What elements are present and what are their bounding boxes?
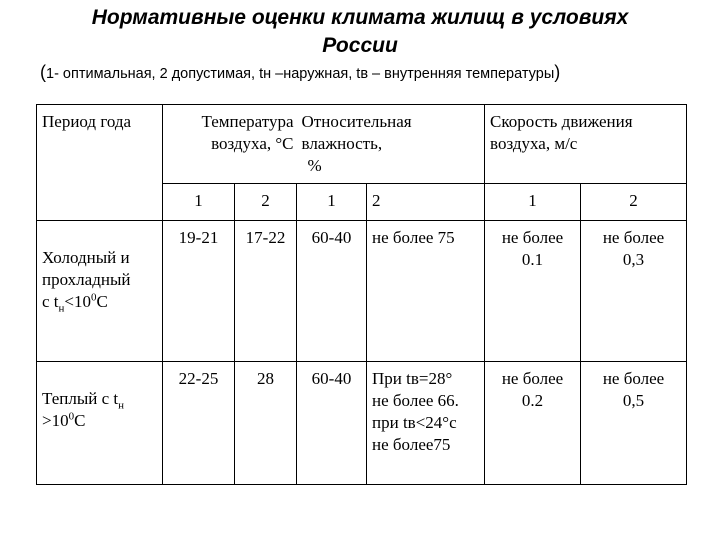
title-line-2: России	[322, 34, 398, 57]
header-humidity-line-2: влажность,	[301, 134, 383, 153]
temp-1-warm: 22-25	[163, 362, 235, 485]
speed-1-warm-line-2: 0.2	[521, 391, 544, 410]
hum-1-warm: 60-40	[297, 362, 367, 485]
hum-2-warm	[367, 362, 485, 485]
header-temperature-line-1: Температура	[201, 112, 294, 131]
speed-1-warm-line-1: не более	[501, 369, 564, 388]
sub-header-temp-1: 1	[163, 184, 235, 221]
period-cold-line-3	[42, 291, 157, 313]
speed-1-cold	[485, 221, 581, 362]
period-cold-sup: 0	[91, 291, 97, 304]
period-cold-line-2: прохладный	[42, 270, 131, 289]
speed-2-cold-line-2: 0,3	[622, 250, 645, 269]
subtitle-text: 1- оптимальная, 2 допустимая, tн –наружная, tв – внутренняя температуры	[46, 66, 555, 82]
climate-norms-table	[36, 104, 687, 485]
period-warm-line-2	[42, 410, 157, 432]
hum-2-warm-line-4: не более75	[372, 435, 451, 454]
header-period-label: Период года	[42, 112, 132, 131]
header-temperature	[163, 105, 297, 184]
subtitle	[40, 62, 720, 84]
period-cold-line-1: Холодный и	[42, 248, 130, 267]
header-air-speed	[485, 105, 687, 184]
subtitle-close-paren: )	[554, 62, 561, 82]
period-warm-line-1	[42, 388, 157, 410]
hum-2-cold: не более 75	[367, 221, 485, 362]
speed-1-cold-line-2: 0.1	[521, 250, 544, 269]
hum-2-warm-line-3: при tв<24°с	[372, 413, 457, 432]
period-warm-sub: н	[118, 399, 125, 412]
speed-2-warm	[581, 362, 687, 485]
sub-header-temp-2: 2	[235, 184, 297, 221]
period-cold-mid: <10	[64, 292, 92, 311]
page-title	[0, 4, 720, 60]
table-row	[37, 221, 687, 362]
sub-header-speed-2: 2	[581, 184, 687, 221]
temp-2-warm: 28	[235, 362, 297, 485]
period-cold-sub: н	[58, 302, 65, 315]
temp-2-cold: 17-22	[235, 221, 297, 362]
period-cell-cold	[37, 221, 163, 362]
header-humidity	[297, 105, 485, 184]
hum-2-warm-line-1: При tв=28°	[372, 369, 453, 388]
speed-2-cold-line-1: не более	[602, 228, 665, 247]
speed-1-warm	[485, 362, 581, 485]
sub-header-hum-1: 1	[297, 184, 367, 221]
sub-header-speed-1: 1	[485, 184, 581, 221]
period-cold-prefix: с t	[42, 292, 59, 311]
header-air-speed-line-2: воздуха, м/с	[490, 134, 578, 153]
table-row	[37, 362, 687, 485]
header-period	[37, 105, 163, 221]
header-temperature-line-2: воздуха, °С	[211, 134, 294, 153]
header-air-speed-line-1: Скорость движения	[490, 112, 633, 131]
header-humidity-line-3: %	[307, 156, 322, 175]
header-row	[37, 105, 687, 184]
title-line-1: Нормативные оценки климата жилищ в условиях	[91, 6, 629, 29]
period-cell-warm	[37, 362, 163, 485]
period-warm-suffix: С	[74, 411, 86, 430]
hum-2-warm-line-2: не более 66.	[372, 391, 459, 410]
period-warm-sup: 0	[68, 410, 75, 423]
period-warm-prefix: Теплый с t	[42, 389, 119, 408]
period-warm-mid: >10	[42, 411, 69, 430]
sub-header-hum-2: 2	[367, 184, 485, 221]
speed-2-cold	[581, 221, 687, 362]
speed-1-cold-line-1: не более	[501, 228, 564, 247]
speed-2-warm-line-1: не более	[602, 369, 665, 388]
hum-1-cold: 60-40	[297, 221, 367, 362]
speed-2-warm-line-2: 0,5	[622, 391, 645, 410]
subtitle-open-paren: (	[40, 62, 46, 82]
period-cold-suffix: С	[96, 292, 108, 311]
header-humidity-line-1: Относительная	[301, 112, 412, 131]
temp-1-cold: 19-21	[163, 221, 235, 362]
